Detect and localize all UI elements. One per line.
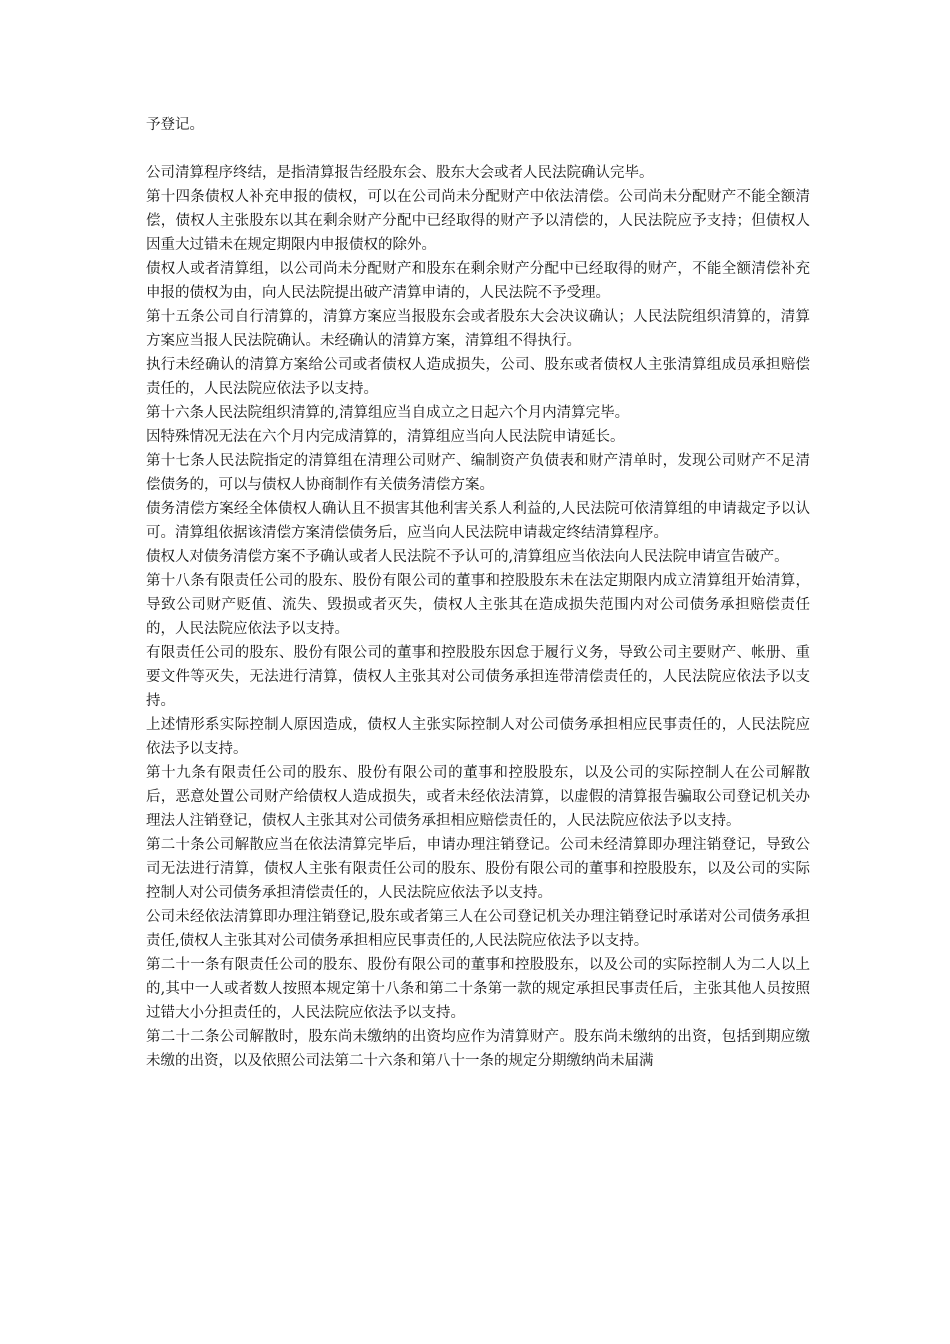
paragraph-gap — [146, 137, 810, 161]
paragraph: 因特殊情况无法在六个月内完成清算的，清算组应当向人民法院申请延长。 — [146, 429, 625, 445]
paragraph: 公司未经依法清算即办理注销登记,股东或者第三人在公司登记机关办理注销登记时承诺对公司债务承担责任,债权人主张其对公司债务承担相应民事责任的,人民法院应依法予以支持。 — [146, 909, 810, 949]
article-16: 第十六条人民法院组织清算的,清算组应当自成立之日起六个月内清算完毕。 — [146, 405, 630, 421]
paragraph: 债权人对债务清偿方案不予确认或者人民法院不予认可的,清算组应当依法向人民法院申请宣告破产。 — [146, 549, 789, 565]
article-17: 第十七条人民法院指定的清算组在清理公司财产、编制资产负债表和财产清单时，发现公司财产不足清偿债务的，可以与债权人协商制作有关债务清偿方案。 — [146, 453, 810, 493]
article-15: 第十五条公司自行清算的，清算方案应当报股东会或者股东大会决议确认；人民法院组织清算的，清算方案应当报人民法院确认。未经确认的清算方案，清算组不得执行。 — [146, 309, 810, 349]
document-body — [146, 113, 810, 1073]
paragraph: 公司清算程序终结，是指清算报告经股东会、股东大会或者人民法院确认完毕。 — [146, 165, 654, 181]
paragraph: 执行未经确认的清算方案给公司或者债权人造成损失，公司、股东或者债权人主张清算组成员承担赔偿责任的，人民法院应依法予以支持。 — [146, 357, 810, 397]
paragraph: 有限责任公司的股东、股份有限公司的董事和控股股东因怠于履行义务，导致公司主要财产、帐册、重要文件等灭失，无法进行清算，债权人主张其对公司债务承担连带清偿责任的，人民法院应依法予以支持。 — [146, 645, 810, 709]
article-22: 第二十二条公司解散时，股东尚未缴纳的出资均应作为清算财产。股东尚未缴纳的出资，包括到期应缴未缴的出资，以及依照公司法第二十六条和第八十一条的规定分期缴纳尚未届满 — [146, 1029, 810, 1069]
article-20: 第二十条公司解散应当在依法清算完毕后，申请办理注销登记。公司未经清算即办理注销登记，导致公司无法进行清算，债权人主张有限责任公司的股东、股份有限公司的董事和控股股东，以及公司的实际控制人对公司债务承担清偿责任的，人民法院应依法予以支持。 — [146, 837, 810, 901]
article-19: 第十九条有限责任公司的股东、股份有限公司的董事和控股股东，以及公司的实际控制人在公司解散后，恶意处置公司财产给债权人造成损失，或者未经依法清算，以虚假的清算报告骗取公司登记机关办理法人注销登记，债权人主张其对公司债务承担相应赔偿责任的，人民法院应依法予以支持。 — [146, 765, 810, 829]
paragraph: 上述情形系实际控制人原因造成，债权人主张实际控制人对公司债务承担相应民事责任的，人民法院应依法予以支持。 — [146, 717, 810, 757]
paragraph: 债权人或者清算组，以公司尚未分配财产和股东在剩余财产分配中已经取得的财产，不能全额清偿补充申报的债权为由，向人民法院提出破产清算申请的，人民法院不予受理。 — [146, 261, 810, 301]
paragraph-continuation: 予登记。 — [146, 117, 204, 133]
article-14: 第十四条债权人补充申报的债权，可以在公司尚未分配财产中依法清偿。公司尚未分配财产不能全额清偿，债权人主张股东以其在剩余财产分配中已经取得的财产予以清偿的，人民法院应予支持；但债权人因重大过错未在规定期限内申报债权的除外。 — [146, 189, 810, 253]
paragraph: 债务清偿方案经全体债权人确认且不损害其他利害关系人利益的,人民法院可依清算组的申请裁定予以认可。清算组依据该清偿方案清偿债务后，应当向人民法院申请裁定终结清算程序。 — [146, 501, 810, 541]
article-18: 第十八条有限责任公司的股东、股份有限公司的董事和控股股东未在法定期限内成立清算组开始清算，导致公司财产贬值、流失、毁损或者灭失，债权人主张其在造成损失范围内对公司债务承担赔偿责任的，人民法院应依法予以支持。 — [146, 573, 810, 637]
article-21: 第二十一条有限责任公司的股东、股份有限公司的董事和控股股东，以及公司的实际控制人为二人以上的,其中一人或者数人按照本规定第十八条和第二十条第一款的规定承担民事责任后，主张其他人员按照过错大小分担责任的，人民法院应依法予以支持。 — [146, 957, 810, 1021]
